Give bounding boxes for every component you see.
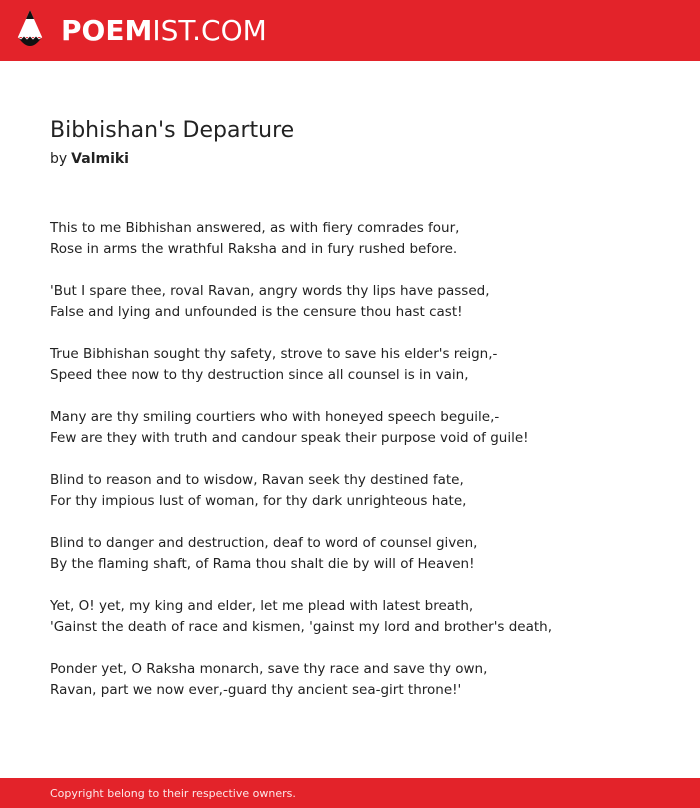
- poem-line: Yet, O! yet, my king and elder, let me plead with latest breath,: [50, 598, 474, 614]
- logo-text-thin: IST.COM: [152, 14, 267, 47]
- poem-line: Ponder yet, O Raksha monarch, save thy race and save thy own,: [50, 661, 488, 677]
- poem-line: 'But I spare thee, roval Ravan, angry words thy lips have passed,: [50, 283, 490, 299]
- poem-line: Blind to danger and destruction, deaf to word of counsel given,: [50, 535, 478, 551]
- site-footer: [0, 778, 700, 808]
- pencil-tip-icon: [17, 9, 43, 53]
- site-header: [0, 0, 700, 61]
- poem-line: False and lying and unfounded is the censure thou hast cast!: [50, 304, 463, 320]
- stanza: [50, 596, 670, 638]
- poem-line: Rose in arms the wrathful Raksha and in fury rushed before.: [50, 241, 458, 257]
- poem-content: [50, 114, 670, 722]
- poem-title: Bibhishan's Departure: [50, 118, 295, 143]
- poem-byline: [50, 148, 670, 170]
- stanza: [50, 218, 670, 260]
- poem-line: Many are thy smiling courtiers who with honeyed speech beguile,-: [50, 409, 500, 425]
- site-logo-text: [61, 8, 267, 54]
- poem-line: Speed thee now to thy destruction since all counsel is in vain,: [50, 367, 469, 383]
- copyright-notice: Copyright belong to their respective owners.: [50, 787, 296, 800]
- poem-line: 'Gainst the death of race and kismen, 'gainst my lord and brother's death,: [50, 619, 553, 635]
- poem-author: Valmiki: [71, 151, 129, 167]
- stanza: [50, 470, 670, 512]
- poem-line: For thy impious lust of woman, for thy dark unrighteous hate,: [50, 493, 467, 509]
- byline-label: by: [50, 151, 68, 167]
- poem-line: Blind to reason and to wisdow, Ravan seek thy destined fate,: [50, 472, 464, 488]
- poem-line: Few are they with truth and candour speak their purpose void of guile!: [50, 430, 529, 446]
- stanza: [50, 533, 670, 575]
- logo-text-bold: POEM: [61, 14, 153, 47]
- stanza: [50, 344, 670, 386]
- stanza: [50, 281, 670, 323]
- site-logo-link[interactable]: [17, 8, 267, 54]
- poem-line: By the flaming shaft, of Rama thou shalt die by will of Heaven!: [50, 556, 475, 572]
- stanza: [50, 407, 670, 449]
- poem-line: This to me Bibhishan answered, as with fiery comrades four,: [50, 220, 460, 236]
- poem-body: [50, 218, 670, 701]
- poem-line: True Bibhishan sought thy safety, strove to save his elder's reign,-: [50, 346, 498, 362]
- poem-line: Ravan, part we now ever,-guard thy ancient sea-girt throne!': [50, 682, 462, 698]
- stanza: [50, 659, 670, 701]
